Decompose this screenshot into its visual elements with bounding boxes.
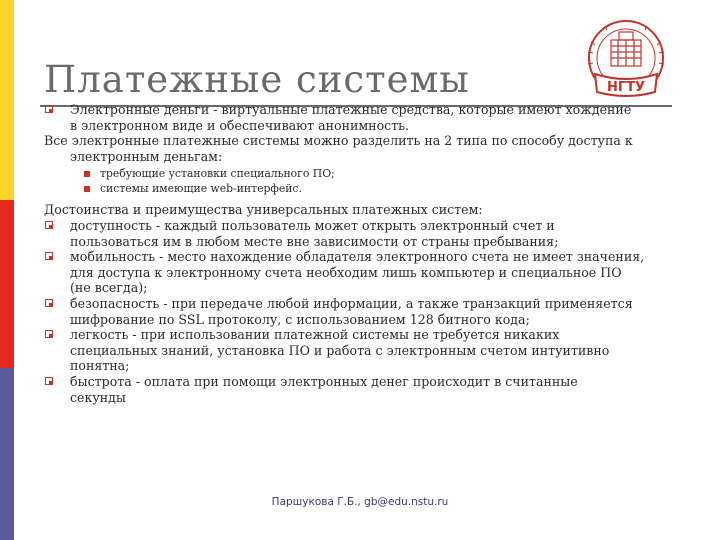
university-logo-icon — [575, 18, 677, 104]
logo-text: НГТУ — [606, 80, 646, 95]
sub-item: требующие установки специального ПО; — [44, 167, 680, 182]
advantage-line: (не всегда); — [70, 280, 148, 296]
slide-title: Платежные системы — [44, 58, 470, 101]
square-bullet-icon — [84, 186, 90, 192]
advantage-line: шифрование по SSL протоколу, с использованием 128 битного кода; — [70, 311, 530, 327]
advantage-item: доступность - каждый пользователь может открыть электронный счет и — [44, 218, 680, 234]
decor-bar-yellow — [0, 0, 14, 200]
bullet-icon — [45, 330, 53, 338]
intro-bullet — [44, 102, 680, 118]
sub-item: системы имеющие web-интерфейс. — [44, 182, 680, 197]
advantage-line: секунды — [70, 389, 126, 405]
advantage-item: легкость - при использовании платежной системы не требуется никаких — [44, 327, 680, 343]
bullet-icon — [45, 221, 53, 229]
advantage-line: специальных знаний, установка ПО и работа с электронным счетом интуитивно — [70, 342, 610, 358]
types-line-1: Все электронные платежные системы можно разделить на 2 типа по способу доступа к — [44, 133, 633, 149]
advantage-item: мобильность - место нахождение обладателя электронного счета не имеет значения, — [44, 249, 680, 265]
advantage-line: пользоваться им в любом месте вне зависимости от страны пребывания; — [70, 233, 559, 249]
slide-body — [44, 102, 680, 405]
advantage-line: для доступа к электронному счета необходим лишь компьютер и специальное ПО — [70, 264, 622, 280]
advantage-line: понятна; — [70, 358, 130, 374]
decor-bar-blue — [0, 368, 14, 540]
intro-line-1: Электронные деньги - виртуальные платежные средства, которые имеют хождение — [70, 102, 632, 117]
bullet-icon — [45, 252, 53, 260]
decor-bar-red — [0, 200, 14, 368]
bullet-icon — [45, 105, 53, 113]
bullet-icon — [45, 299, 53, 307]
footer-author: Паршукова Г.Б., gb@edu.nstu.ru — [271, 496, 449, 508]
intro-line-2: в электронном виде и обеспечивают анонимность. — [70, 117, 410, 133]
bullet-icon — [45, 377, 53, 385]
advantage-item: быстрота - оплата при помощи электронных денег происходит в считанные — [44, 374, 680, 390]
square-bullet-icon — [84, 171, 90, 177]
types-line-2: электронным деньгам: — [70, 148, 223, 164]
advantage-item: безопасность - при передаче любой информации, а также транзакций применяется — [44, 296, 680, 312]
advantages-heading: Достоинства и преимущества универсальных платежных систем: — [44, 202, 483, 218]
